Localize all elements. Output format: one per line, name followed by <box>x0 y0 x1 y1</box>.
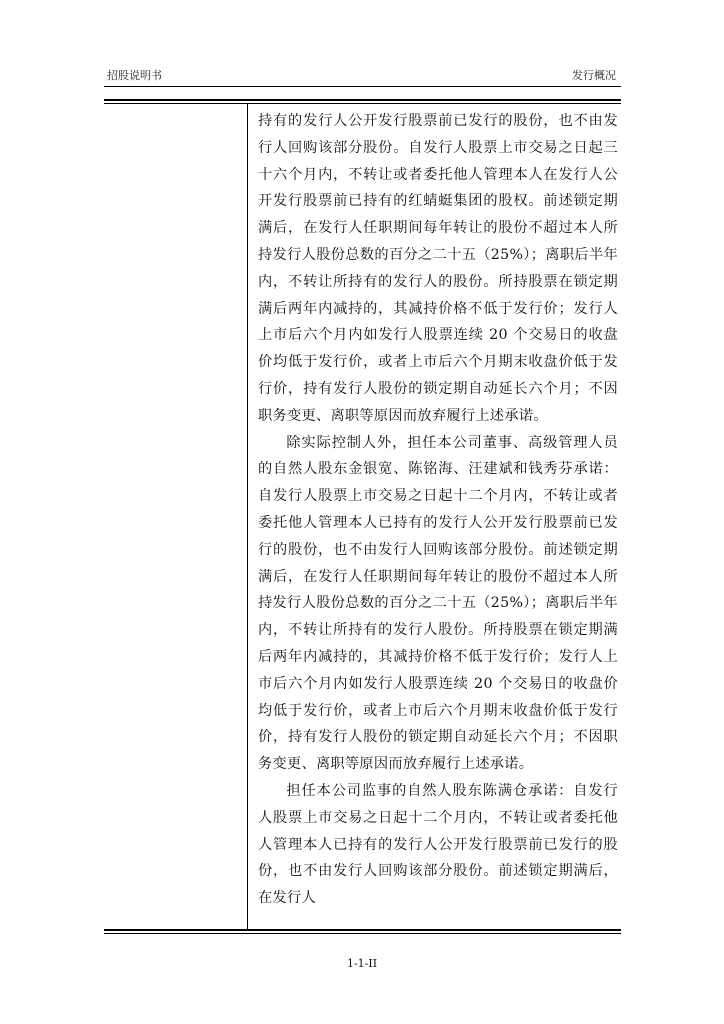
header-rule <box>104 86 621 87</box>
header-section-title: 发行概况 <box>572 69 616 82</box>
content-table <box>104 104 621 930</box>
table-bottom-border <box>104 929 621 931</box>
table-bottom-border-inner <box>104 933 621 934</box>
paragraph-supervisor-commitment: 担任本公司监事的自然人股东陈满仓承诺：自发行人股票上市交易之日起十二个月内，不转让或者委托他人管理本人已持有的发行人公开发行股票前已发行的股份，也不由发行人回购该部分股份。前述锁定期满后，在发行人 <box>258 782 618 907</box>
table-label-column <box>104 104 248 930</box>
table-content-column <box>258 104 618 930</box>
page-number: 1-1-II <box>346 957 378 970</box>
table-top-border <box>104 99 621 101</box>
paragraph-continued-commitment: 持有的发行人公开发行股票前已发行的股份，也不由发行人回购该部分股份。自发行人股票上市交易之日起三十六个月内，不转让或者委托他人管理本人在发行人公开发行股票前已持有的红蜻蜓集团的股权。前述锁定期满后，在发行人任职期间每年转让的股份不超过本人所持发行人股份总数的百分之二十五（25%）；离职后半年内，不转让所持有的发行人的股份。所持股票在锁定期满后两年内减持的，其减持价格不低于发行价；发行人上市后六个月内如发行人股票连续 20 个交易日的收盘价均低于发行价，或者上市后六个月期末收盘价低于发行价，持有发行人股份的锁定期自动延长六个月；不因职务变更、离职等原因而放弃履行上述承诺。 <box>258 113 618 424</box>
paragraph-directors-commitment: 除实际控制人外，担任本公司董事、高级管理人员的自然人股东金银宽、陈铭海、汪建斌和钱秀芬承诺：自发行人股票上市交易之日起十二个月内，不转让或者委托他人管理本人已持有的发行人公开发行股票前已发行的股份，也不由发行人回购该部分股份。前述锁定期满后，在发行人任职期间每年转让的股份不超过本人所持发行人股份总数的百分之二十五（25%）；离职后半年内，不转让所持有的发行人股份。所持股票在锁定期满后两年内减持的，其减持价格不低于发行价；发行人上市后六个月内如发行人股票连续 20 个交易日的收盘价均低于发行价，或者上市后六个月期末收盘价低于发行价，持有发行人股份的锁定期自动延长六个月；不因职务变更、离职等原因而放弃履行上述承诺。 <box>258 434 618 773</box>
header-document-title: 招股说明书 <box>107 69 162 82</box>
